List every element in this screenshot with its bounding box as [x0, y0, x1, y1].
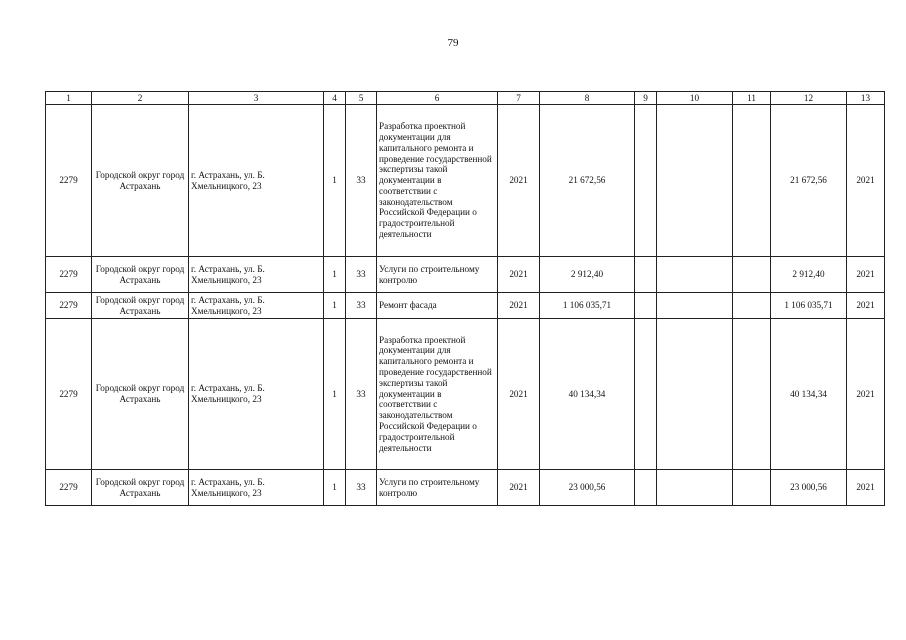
col10-cell: [657, 257, 733, 293]
completion-year-cell: 2021: [847, 470, 885, 506]
completion-year-cell: 2021: [847, 105, 885, 257]
column-header: 4: [324, 92, 346, 105]
year-cell: 2021: [498, 105, 540, 257]
col9-cell: [635, 105, 657, 257]
year-cell: 2021: [498, 257, 540, 293]
address-cell: г. Астрахань, ул. Б. Хмельницкого, 23: [189, 105, 324, 257]
year-cell: 2021: [498, 293, 540, 319]
col4-cell: 1: [324, 105, 346, 257]
col11-cell: [733, 257, 771, 293]
col5-cell: 33: [346, 470, 377, 506]
municipality-cell: Городской округ город Астрахань: [92, 293, 189, 319]
record-id-cell: 2279: [46, 105, 92, 257]
column-header: 1: [46, 92, 92, 105]
col10-cell: [657, 105, 733, 257]
work-type-cell: Разработка проектной документации для капитального ремонта и проведение государственной экспертизы такой документации в соответствии с законодательством Российской Федерации о градостроительной деятельности: [377, 319, 498, 470]
record-id-cell: 2279: [46, 319, 92, 470]
municipality-cell: Городской округ город Астрахань: [92, 319, 189, 470]
col10-cell: [657, 470, 733, 506]
column-header: 11: [733, 92, 771, 105]
column-header: 3: [189, 92, 324, 105]
address-cell: г. Астрахань, ул. Б. Хмельницкого, 23: [189, 293, 324, 319]
column-header: 2: [92, 92, 189, 105]
col11-cell: [733, 293, 771, 319]
column-header: 6: [377, 92, 498, 105]
register-table: [45, 91, 885, 506]
funding-cell: 21 672,56: [771, 105, 847, 257]
col9-cell: [635, 293, 657, 319]
funding-cell: 40 134,34: [771, 319, 847, 470]
work-type-cell: Разработка проектной документации для капитального ремонта и проведение государственной экспертизы такой документации в соответствии с законодательством Российской Федерации о градостроительной деятельности: [377, 105, 498, 257]
record-id-cell: 2279: [46, 470, 92, 506]
page-number: 79: [447, 37, 459, 49]
column-header: 10: [657, 92, 733, 105]
total-cost-cell: 21 672,56: [540, 105, 635, 257]
total-cost-cell: 23 000,56: [540, 470, 635, 506]
table-row: [46, 293, 885, 319]
header-row: [46, 92, 885, 105]
municipality-cell: Городской округ город Астрахань: [92, 470, 189, 506]
total-cost-cell: 1 106 035,71: [540, 293, 635, 319]
table-row: [46, 470, 885, 506]
funding-cell: 23 000,56: [771, 470, 847, 506]
col5-cell: 33: [346, 319, 377, 470]
completion-year-cell: 2021: [847, 257, 885, 293]
col9-cell: [635, 257, 657, 293]
address-cell: г. Астрахань, ул. Б. Хмельницкого, 23: [189, 319, 324, 470]
column-header: 8: [540, 92, 635, 105]
column-header: 12: [771, 92, 847, 105]
col4-cell: 1: [324, 293, 346, 319]
completion-year-cell: 2021: [847, 319, 885, 470]
col11-cell: [733, 470, 771, 506]
col4-cell: 1: [324, 470, 346, 506]
record-id-cell: 2279: [46, 257, 92, 293]
col10-cell: [657, 293, 733, 319]
column-header: 7: [498, 92, 540, 105]
col4-cell: 1: [324, 257, 346, 293]
total-cost-cell: 40 134,34: [540, 319, 635, 470]
col5-cell: 33: [346, 105, 377, 257]
col5-cell: 33: [346, 293, 377, 319]
work-type-cell: Услуги по строительному контролю: [377, 257, 498, 293]
column-header: 9: [635, 92, 657, 105]
year-cell: 2021: [498, 470, 540, 506]
funding-cell: 2 912,40: [771, 257, 847, 293]
municipality-cell: Городской округ город Астрахань: [92, 257, 189, 293]
year-cell: 2021: [498, 319, 540, 470]
table-row: [46, 105, 885, 257]
column-header: 5: [346, 92, 377, 105]
work-type-cell: Ремонт фасада: [377, 293, 498, 319]
col5-cell: 33: [346, 257, 377, 293]
col11-cell: [733, 319, 771, 470]
table-row: [46, 319, 885, 470]
col9-cell: [635, 470, 657, 506]
municipality-cell: Городской округ город Астрахань: [92, 105, 189, 257]
total-cost-cell: 2 912,40: [540, 257, 635, 293]
col9-cell: [635, 319, 657, 470]
funding-cell: 1 106 035,71: [771, 293, 847, 319]
work-type-cell: Услуги по строительному контролю: [377, 470, 498, 506]
address-cell: г. Астрахань, ул. Б. Хмельницкого, 23: [189, 257, 324, 293]
record-id-cell: 2279: [46, 293, 92, 319]
col11-cell: [733, 105, 771, 257]
address-cell: г. Астрахань, ул. Б. Хмельницкого, 23: [189, 470, 324, 506]
col10-cell: [657, 319, 733, 470]
table-row: [46, 257, 885, 293]
completion-year-cell: 2021: [847, 293, 885, 319]
col4-cell: 1: [324, 319, 346, 470]
column-header: 13: [847, 92, 885, 105]
